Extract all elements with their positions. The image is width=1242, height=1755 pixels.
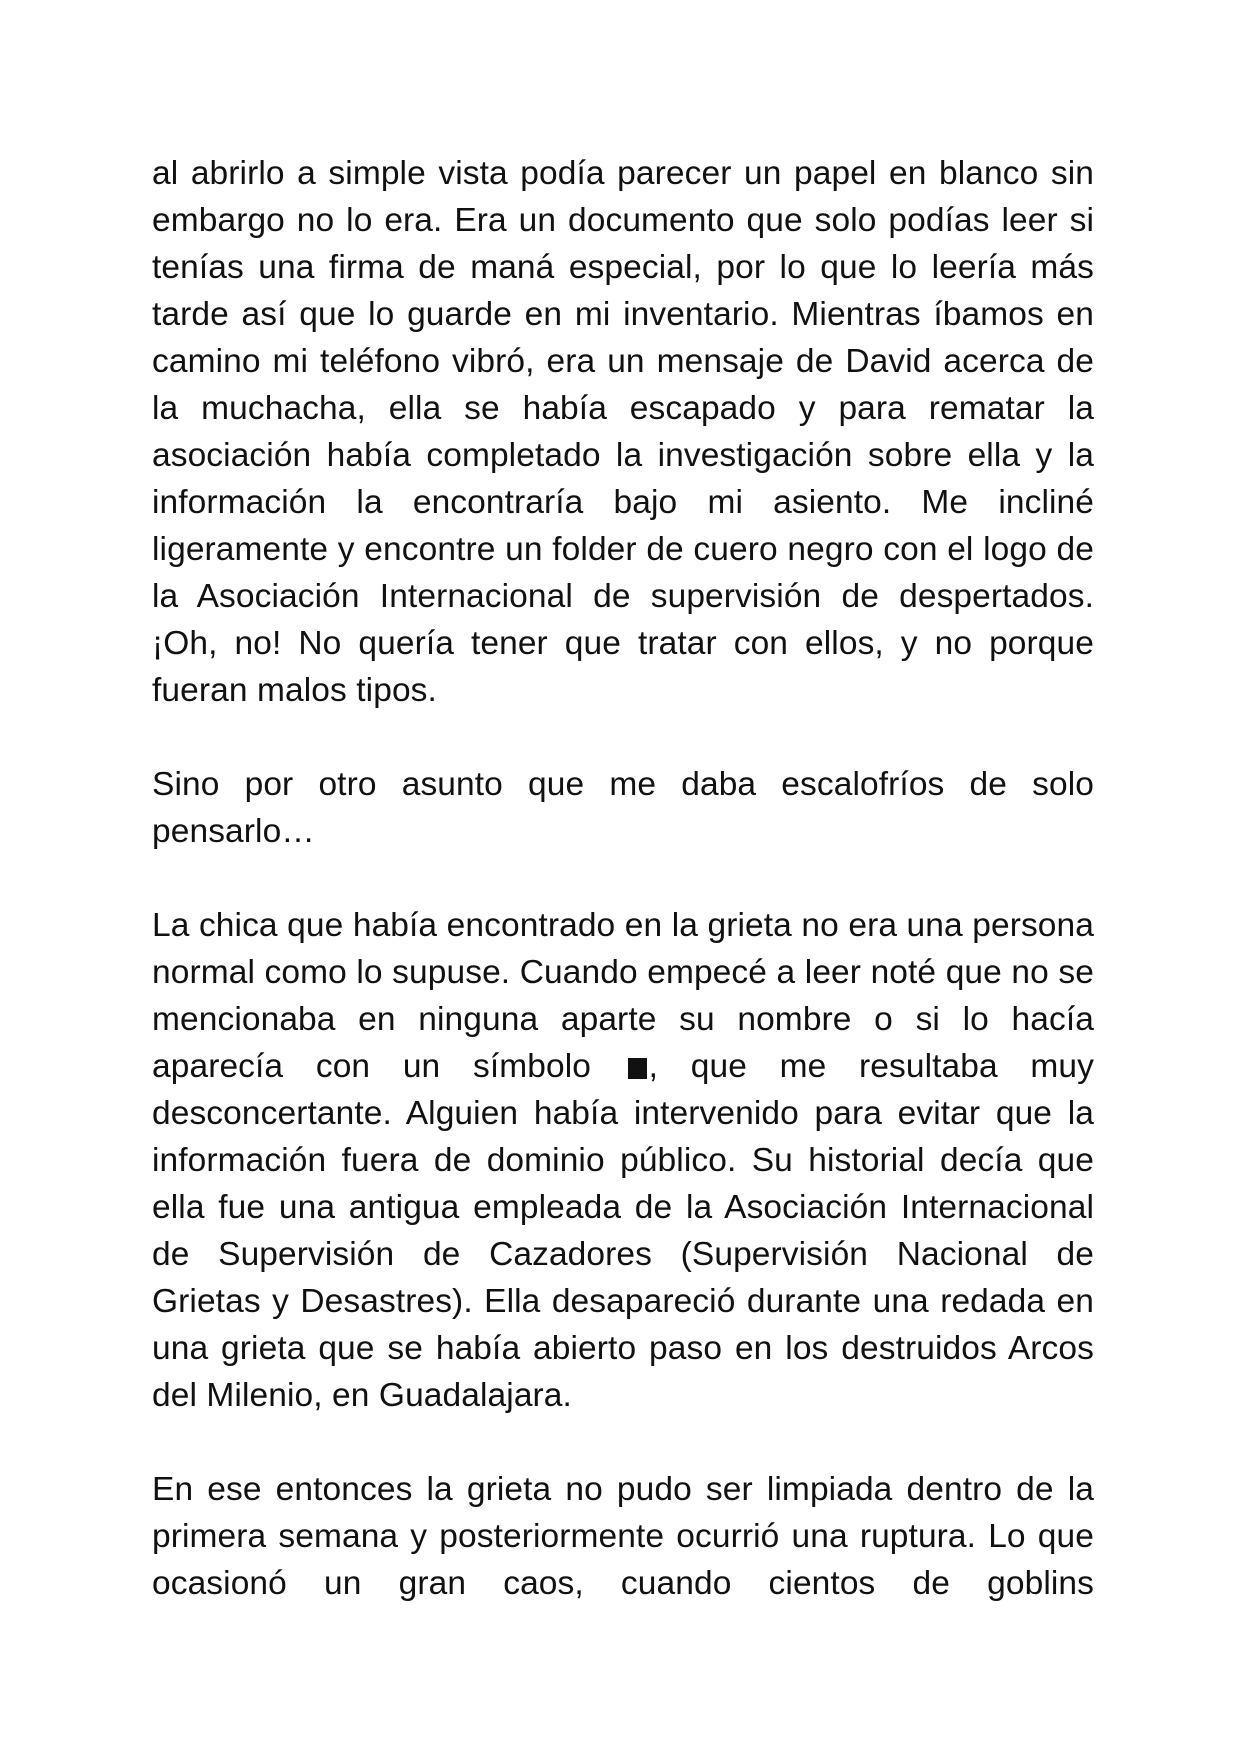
paragraph-3-text-after-symbol: , que me resultaba muy desconcertante. Alguien había intervenido para evitar que la información fuera de dominio público. Su historial decía que ella fue una antigua empleada de la Asociación Internacional de Supervisión de Cazadores (Supervisión Nacional de Grietas y Desastres). Ella desapareció durante una redada en una grieta que se había abierto paso en los destruidos Arcos del Milenio, en Guadalajara. <box>152 1048 1094 1414</box>
black-square-icon <box>628 1058 647 1079</box>
paragraph-1: al abrirlo a simple vista podía parecer un papel en blanco sin embargo no lo era. Era un documento que solo podías leer si tenías una firma de maná especial, por lo que lo leería más tarde así que lo guarde en mi inventario. Mientras íbamos en camino mi teléfono vibró, era un mensaje de David acerca de la muchacha, ella se había escapado y para rematar la asociación había completado la investigación sobre ella y la información la encontraría bajo mi asiento. Me incliné ligeramente y encontre un folder de cuero negro con el logo de la Asociación Internacional de supervisión de despertados. ¡Oh, no! No quería tener que tratar con ellos, y no porque fueran malos tipos. <box>152 155 1094 709</box>
paragraph-3 <box>152 902 1094 1419</box>
paragraph-3-text-before-symbol: La chica que había encontrado en la grieta no era una persona normal como lo supuse. Cuando empecé a leer noté que no se mencionaba en ninguna aparte su nombre o si lo hacía aparecía con un símbolo <box>152 907 1094 1085</box>
paragraph-2: Sino por otro asunto que me daba escalofríos de solo pensarlo… <box>152 766 1094 850</box>
paragraph-4: En ese entonces la grieta no pudo ser limpiada dentro de la primera semana y posteriormente ocurrió una ruptura. Lo que ocasionó un gran caos, cuando cientos de goblins <box>152 1471 1094 1602</box>
document-page <box>152 150 1094 1607</box>
